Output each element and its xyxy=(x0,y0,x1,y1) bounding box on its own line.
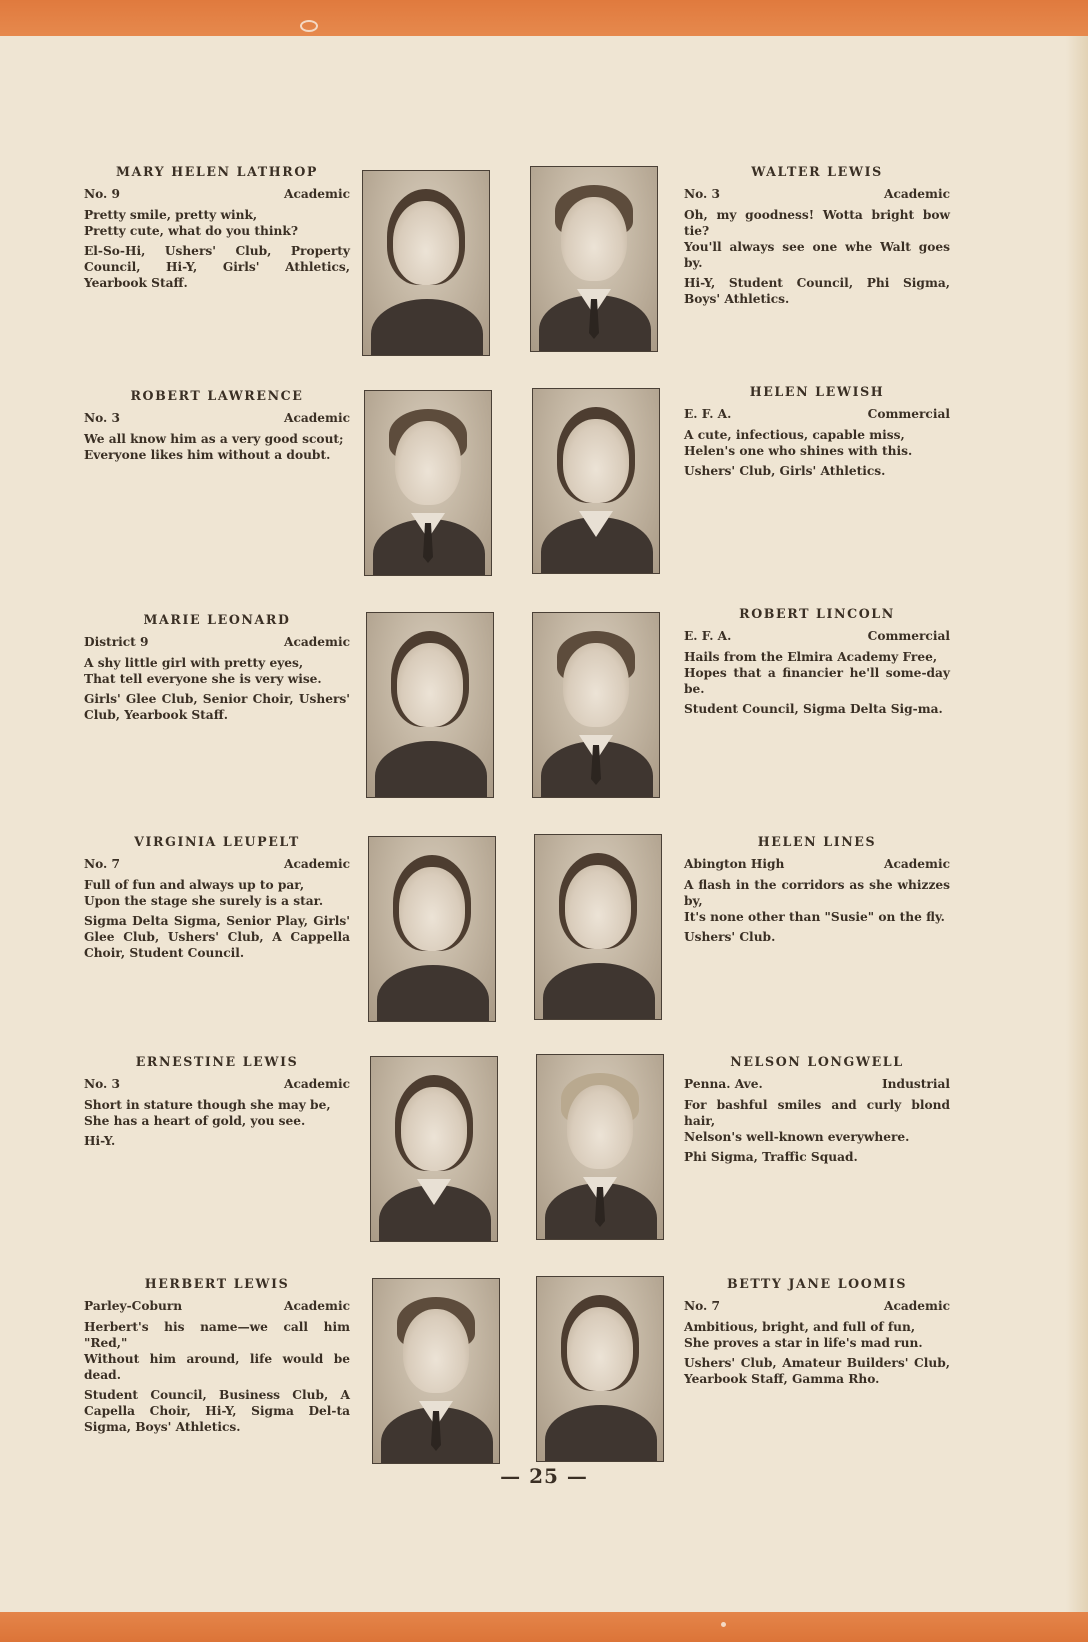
student-activities: El-So-Hi, Ushers' Club, Property Council, Hi-Y, Girls' Athletics, Yearbook Staff. xyxy=(84,244,350,290)
student-verse: A flash in the corridors as she whizzes by, It's none other than "Susie" on the fly. xyxy=(684,878,950,924)
student-activities: Hi-Y. xyxy=(84,1134,116,1148)
student-course: Academic xyxy=(284,411,350,425)
top-orange-band xyxy=(0,0,1088,36)
student-district: No. 9 xyxy=(84,187,121,201)
student-row xyxy=(0,1272,1088,1472)
student-name: HERBERT LEWIS xyxy=(144,1276,290,1291)
student-verse: Hails from the Elmira Academy Free, Hopes that a financier he'll some-day be. xyxy=(684,650,950,696)
student-entry xyxy=(84,1276,350,1435)
student-entry xyxy=(684,834,950,945)
student-name: BETTY JANE LOOMIS xyxy=(726,1276,908,1291)
student-activities: Student Council, Business Club, A Capella Choir, Hi-Y, Sigma Del-ta Sigma, Boys' Athletics. xyxy=(84,1388,350,1434)
student-row xyxy=(0,1050,1088,1250)
student-portrait xyxy=(364,390,492,576)
student-activities: Girls' Glee Club, Senior Choir, Ushers' Club, Yearbook Staff. xyxy=(84,692,350,722)
student-district: Parley-Coburn xyxy=(84,1299,183,1313)
student-entry xyxy=(84,388,350,467)
student-district: E. F. A. xyxy=(684,407,732,421)
student-entry xyxy=(684,384,950,479)
student-verse: We all know him as a very good scout; Everyone likes him without a doubt. xyxy=(84,432,344,462)
student-verse: Oh, my goodness! Wotta bright bow tie? You'll always see one whe Walt goes by. xyxy=(684,208,950,270)
student-course: Academic xyxy=(884,187,950,201)
student-course: Academic xyxy=(884,1299,950,1313)
student-course: Academic xyxy=(284,187,350,201)
student-verse: For bashful smiles and curly blond hair, Nelson's well-known everywhere. xyxy=(684,1098,950,1144)
student-name: ROBERT LINCOLN xyxy=(739,606,895,621)
student-name: MARIE LEONARD xyxy=(143,612,291,627)
student-portrait xyxy=(370,1056,498,1242)
student-portrait xyxy=(372,1278,500,1464)
student-portrait xyxy=(368,836,496,1022)
student-entry xyxy=(84,164,350,291)
student-entry xyxy=(84,834,350,961)
student-portrait xyxy=(366,612,494,798)
student-district: No. 3 xyxy=(684,187,721,201)
student-course: Academic xyxy=(284,1077,350,1091)
student-name: WALTER LEWIS xyxy=(751,164,883,179)
student-portrait xyxy=(530,166,658,352)
punch-hole xyxy=(300,20,318,32)
student-activities: Sigma Delta Sigma, Senior Play, Girls' Glee Club, Ushers' Club, A Cappella Choir, Student Council. xyxy=(84,914,350,960)
student-name: NELSON LONGWELL xyxy=(730,1054,904,1069)
student-portrait xyxy=(536,1276,664,1462)
student-course: Industrial xyxy=(881,1077,950,1091)
student-row xyxy=(0,830,1088,1030)
student-activities: Hi-Y, Student Council, Phi Sigma, Boys' Athletics. xyxy=(684,276,950,306)
student-verse: A shy little girl with pretty eyes, That tell everyone she is very wise. xyxy=(84,656,322,686)
student-entry xyxy=(84,1054,350,1149)
student-district: No. 7 xyxy=(84,857,121,871)
student-verse: A cute, infectious, capable miss, Helen's one who shines with this. xyxy=(684,428,913,458)
student-district: District 9 xyxy=(84,635,149,649)
student-portrait xyxy=(532,612,660,798)
student-activities: Phi Sigma, Traffic Squad. xyxy=(684,1150,858,1164)
bottom-orange-band xyxy=(0,1612,1088,1642)
student-course: Academic xyxy=(884,857,950,871)
student-row xyxy=(0,160,1088,360)
student-entry xyxy=(684,606,950,717)
student-activities: Student Council, Sigma Delta Sig-ma. xyxy=(684,702,943,716)
student-district: No. 3 xyxy=(84,1077,121,1091)
student-verse: Herbert's his name—we call him "Red," Without him around, life would be dead. xyxy=(84,1320,350,1382)
student-name: MARY HELEN LATHROP xyxy=(116,164,318,179)
student-row xyxy=(0,604,1088,804)
student-name: ERNESTINE LEWIS xyxy=(135,1054,299,1069)
student-course: Commercial xyxy=(867,407,950,421)
student-portrait xyxy=(534,834,662,1020)
student-verse: Short in stature though she may be, She has a heart of gold, you see. xyxy=(84,1098,331,1128)
student-activities: Ushers' Club. xyxy=(684,930,776,944)
student-district: No. 7 xyxy=(684,1299,721,1313)
student-district: No. 3 xyxy=(84,411,121,425)
student-entry xyxy=(684,1054,950,1165)
student-portrait xyxy=(362,170,490,356)
student-district: E. F. A. xyxy=(684,629,732,643)
student-portrait xyxy=(536,1054,664,1240)
student-activities: Ushers' Club, Amateur Builders' Club, Yearbook Staff, Gamma Rho. xyxy=(684,1356,950,1386)
student-activities: Ushers' Club, Girls' Athletics. xyxy=(684,464,886,478)
student-entry xyxy=(684,1276,950,1387)
student-course: Academic xyxy=(284,635,350,649)
student-name: HELEN LINES xyxy=(757,834,877,849)
student-verse: Pretty smile, pretty wink, Pretty cute, what do you think? xyxy=(84,208,298,238)
student-course: Academic xyxy=(284,857,350,871)
student-name: VIRGINIA LEUPELT xyxy=(134,834,300,849)
student-verse: Ambitious, bright, and full of fun, She proves a star in life's mad run. xyxy=(684,1320,923,1350)
student-course: Academic xyxy=(284,1299,350,1313)
student-district: Penna. Ave. xyxy=(684,1077,763,1091)
student-district: Abington High xyxy=(684,857,785,871)
student-course: Commercial xyxy=(867,629,950,643)
student-entry xyxy=(84,612,350,723)
student-name: HELEN LEWISH xyxy=(749,384,885,399)
student-portrait xyxy=(532,388,660,574)
student-name: ROBERT LAWRENCE xyxy=(130,388,304,403)
student-verse: Full of fun and always up to par, Upon the stage she surely is a star. xyxy=(84,878,324,908)
student-entry xyxy=(684,164,950,307)
student-row xyxy=(0,382,1088,582)
punch-hole xyxy=(721,1622,726,1627)
page-number: — 25 — xyxy=(500,1464,588,1488)
